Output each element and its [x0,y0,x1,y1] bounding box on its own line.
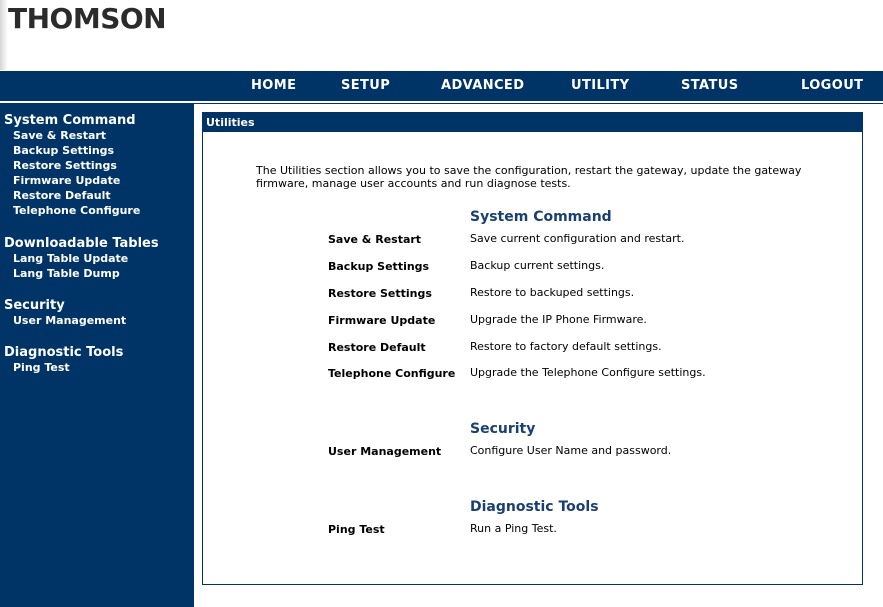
row-label-save-restart[interactable]: Save & Restart [328,233,422,246]
nav-status[interactable]: STATUS [681,78,739,93]
intro-text: The Utilities section allows you to save the configuration, restart the gateway, update the gateway firmware, manage user accounts and run diagnose tests. [256,164,802,190]
nav-utility[interactable]: UTILITY [571,78,630,93]
sidebar-section-diagnostic-tools[interactable]: Diagnostic Tools [4,345,124,360]
row-label-restore-default[interactable]: Restore Default [328,341,426,354]
row-label-telephone-configure[interactable]: Telephone Configure [328,367,456,380]
section-title-system-command: System Command [470,209,612,225]
sidebar-section-system-command[interactable]: System Command [4,113,136,128]
sidebar-item-backup-settings[interactable]: Backup Settings [13,144,115,157]
nav-advanced[interactable]: ADVANCED [441,78,525,93]
row-desc-telephone-configure: Upgrade the Telephone Configure settings. [470,366,706,379]
sidebar-item-restore-settings[interactable]: Restore Settings [13,159,117,172]
row-desc-backup-settings: Backup current settings. [470,259,605,272]
row-label-backup-settings[interactable]: Backup Settings [328,260,430,273]
sidebar-section-security[interactable]: Security [4,298,65,313]
sidebar-item-telephone-configure[interactable]: Telephone Configure [13,204,141,217]
section-title-diagnostic-tools: Diagnostic Tools [470,499,599,515]
row-desc-ping-test: Run a Ping Test. [470,522,557,535]
thomson-logo: THOMSON [8,2,167,35]
row-label-ping-test[interactable]: Ping Test [328,523,385,536]
sidebar-section-downloadable-tables[interactable]: Downloadable Tables [4,236,159,251]
sidebar-item-firmware-update[interactable]: Firmware Update [13,174,121,187]
nav-setup[interactable]: SETUP [341,78,391,93]
row-desc-firmware-update: Upgrade the IP Phone Firmware. [470,313,647,326]
header-edge-shade [0,0,8,70]
sidebar-item-lang-table-dump[interactable]: Lang Table Dump [13,267,120,280]
nav-home[interactable]: HOME [251,78,297,93]
utilities-panel [202,112,863,585]
sidebar-item-restore-default[interactable]: Restore Default [13,189,111,202]
sidebar-item-user-management[interactable]: User Management [13,314,127,327]
row-desc-save-restart: Save current configuration and restart. [470,232,685,245]
row-label-restore-settings[interactable]: Restore Settings [328,287,432,300]
section-title-security: Security [470,421,536,437]
nav-logout[interactable]: LOGOUT [801,78,864,93]
sidebar-item-save-restart[interactable]: Save & Restart [13,129,107,142]
row-desc-restore-settings: Restore to backuped settings. [470,286,635,299]
row-label-firmware-update[interactable]: Firmware Update [328,314,436,327]
row-label-user-management[interactable]: User Management [328,445,442,458]
panel-title: Utilities [203,113,862,132]
sidebar-item-lang-table-update[interactable]: Lang Table Update [13,252,129,265]
row-desc-user-management: Configure User Name and password. [470,444,672,457]
sidebar-item-ping-test[interactable]: Ping Test [13,361,70,374]
row-desc-restore-default: Restore to factory default settings. [470,340,662,353]
